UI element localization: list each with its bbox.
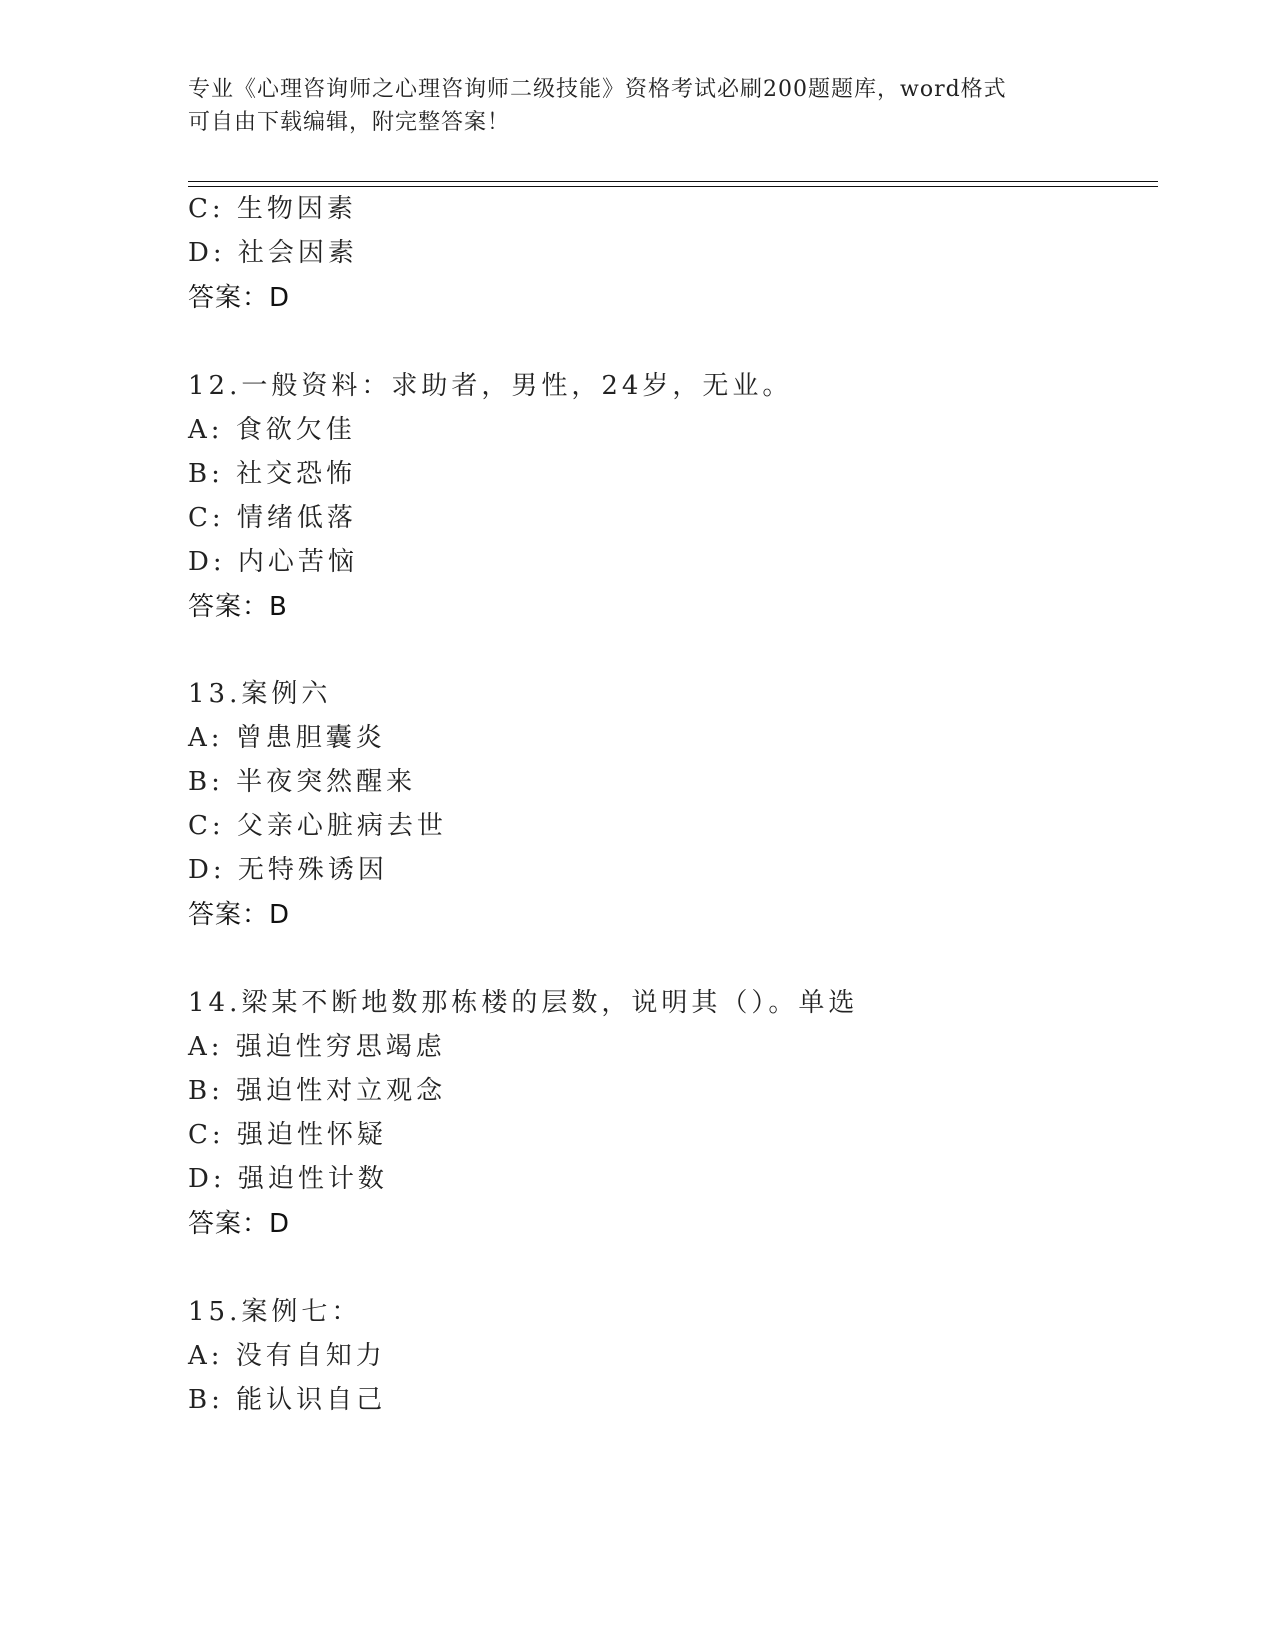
header-line-2: 可自由下载编辑，附完整答案！	[188, 110, 511, 135]
q13-answer: 答案：D	[188, 900, 291, 930]
q14-stem: 14.梁某不断地数那栋楼的层数，说明其（）。单选	[188, 988, 859, 1018]
q15-option-b: B: 能认识自己	[188, 1385, 387, 1415]
header-line-1: 专业《心理咨询师之心理咨询师二级技能》资格考试必刷200题题库，word格式	[188, 77, 1007, 102]
q13-option-c: C: 父亲心脏病去世	[188, 811, 447, 841]
q14-option-c: C: 强迫性怀疑	[188, 1120, 387, 1150]
prev-option-c: C: 生物因素	[188, 194, 357, 224]
q12-stem: 12.一般资料：求助者，男性，24岁，无业。	[188, 371, 793, 401]
q15-stem: 15.案例七：	[188, 1297, 362, 1327]
q14-option-a: A: 强迫性穷思竭虑	[188, 1032, 446, 1062]
q13-option-a: A: 曾患胆囊炎	[188, 723, 386, 753]
prev-answer: 答案：D	[188, 283, 291, 313]
q14-option-d: D: 强迫性计数	[188, 1164, 388, 1194]
document-header	[188, 73, 1088, 139]
q12-answer: 答案：B	[188, 592, 288, 622]
q13-option-b: B: 半夜突然醒来	[188, 767, 417, 797]
q14-option-b: B: 强迫性对立观念	[188, 1076, 447, 1106]
q12-option-b: B: 社交恐怖	[188, 459, 357, 489]
q14-answer: 答案：D	[188, 1209, 291, 1239]
q12-option-a: A: 食欲欠佳	[188, 415, 356, 445]
q12-option-d: D: 内心苦恼	[188, 547, 358, 577]
prev-option-d: D: 社会因素	[188, 238, 358, 268]
header-divider	[188, 181, 1158, 187]
q15-option-a: A: 没有自知力	[188, 1341, 386, 1371]
q13-option-d: D: 无特殊诱因	[188, 855, 388, 885]
q13-stem: 13.案例六	[188, 679, 332, 709]
q12-option-c: C: 情绪低落	[188, 503, 357, 533]
